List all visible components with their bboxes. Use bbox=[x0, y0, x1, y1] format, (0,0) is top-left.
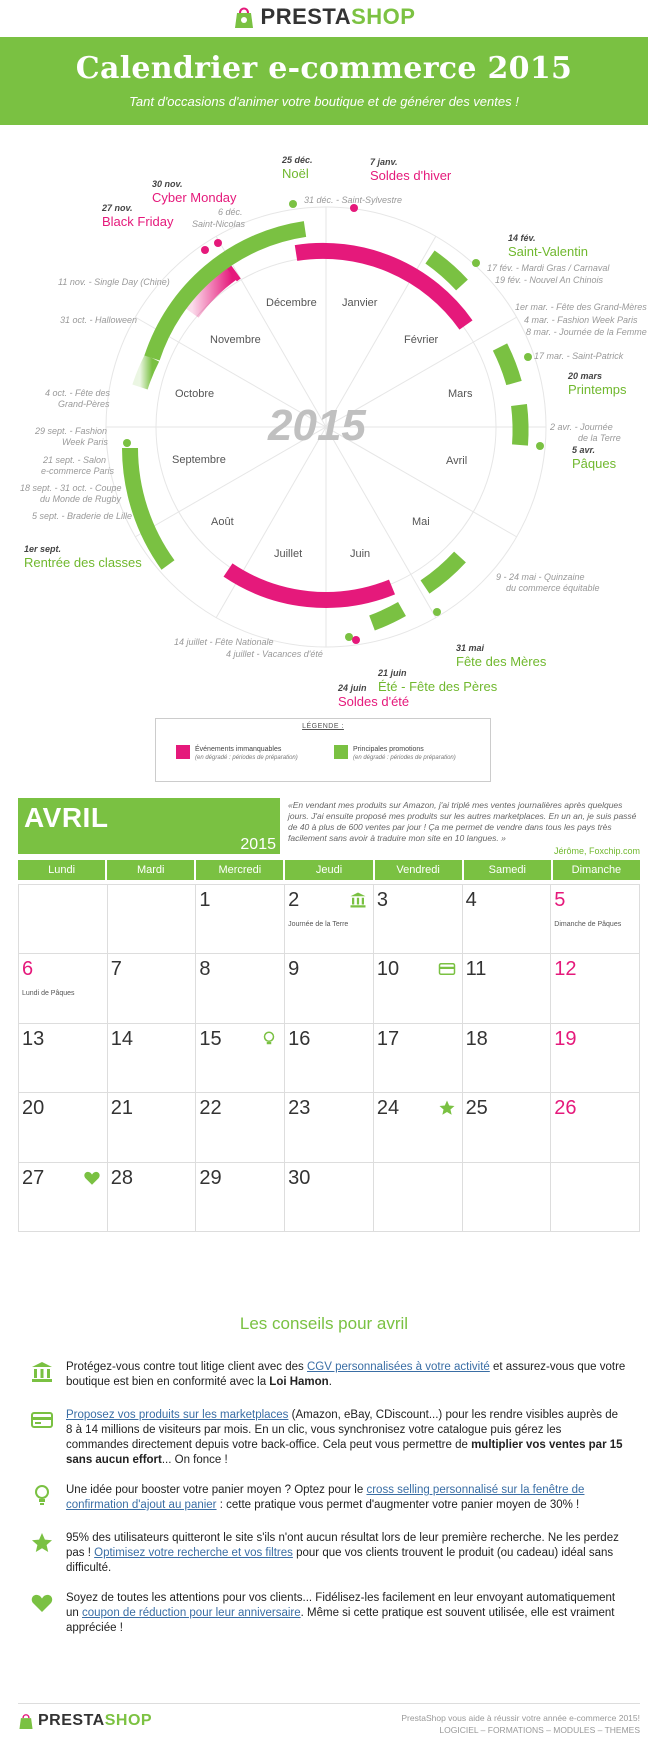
minor-event: 1er mar. - Fête des Grand-Mères bbox=[515, 302, 647, 312]
day-number: 1 bbox=[199, 889, 211, 911]
day-number: 16 bbox=[288, 1027, 311, 1050]
day-number: 29 bbox=[199, 1166, 222, 1189]
testimonial-author: Jérôme, Foxchip.com bbox=[553, 846, 640, 856]
calendar-day-cell bbox=[374, 1024, 463, 1093]
day-number: 23 bbox=[288, 1097, 311, 1120]
day-number: 18 bbox=[465, 1027, 488, 1050]
legend-title: LÉGENDE : bbox=[302, 723, 344, 730]
calendar-day-cell bbox=[19, 954, 108, 1023]
weekday-header: Mardi bbox=[107, 860, 194, 880]
calendar-day-cell bbox=[108, 885, 197, 954]
legend-item-events: Événements immanquables (en dégradé : périodes de préparation) bbox=[176, 745, 298, 763]
minor-event: du Monde de Rugby bbox=[40, 494, 122, 504]
day-number: 21 bbox=[110, 1097, 133, 1120]
tip-item bbox=[30, 1483, 626, 1513]
day-number: 5 bbox=[554, 889, 566, 911]
day-number: 8 bbox=[199, 958, 211, 981]
event-fete-des-peres: 21 juin Été - Fête des Pères bbox=[378, 668, 498, 694]
lightbulb-icon bbox=[260, 1030, 278, 1048]
month-label-juin: Juin bbox=[350, 548, 371, 560]
calendar-day-cell bbox=[285, 954, 374, 1023]
calendar-grid bbox=[18, 884, 640, 1232]
minor-event: 4 juillet - Vacances d'été bbox=[226, 649, 323, 659]
calendar-day-cell bbox=[463, 954, 552, 1023]
tip-item bbox=[30, 1408, 626, 1468]
day-note: Lundi de Pâques bbox=[22, 990, 75, 998]
month-label-mars: Mars bbox=[448, 388, 473, 400]
brand-name: PRESTASHOP bbox=[38, 1712, 153, 1729]
day-number: 25 bbox=[465, 1097, 488, 1120]
calendar-day-cell bbox=[196, 1163, 285, 1232]
weekday-header: Jeudi bbox=[285, 860, 372, 880]
top-logo bbox=[0, 0, 648, 36]
tip-link[interactable]: Optimisez votre recherche et vos filtres bbox=[94, 1547, 293, 1559]
heart-icon bbox=[83, 1169, 101, 1187]
page-title: Calendrier e-commerce 2015 bbox=[75, 51, 573, 86]
month-label-decembre: Décembre bbox=[266, 297, 317, 309]
calendar-day-cell bbox=[551, 1024, 640, 1093]
weekday-header: Samedi bbox=[464, 860, 551, 880]
tip-text: Proposez vos produits sur les marketplaces (Amazon, eBay, CDiscount...) pour les rendre visibles auprès de 8 à 14 millions de visiteurs par mois. En un clic, vous synchronisez votre catalogue puis gérez les commandes directement depuis votre back-office. Cela peut vous permettre de multiplier vos ventes par 15 sans aucun effort... On fonce ! bbox=[66, 1409, 623, 1466]
day-number: 27 bbox=[22, 1166, 45, 1189]
heart-icon bbox=[30, 1591, 54, 1615]
legend-swatch-green bbox=[334, 745, 348, 759]
tip-link[interactable]: Proposez vos produits sur les marketplaces bbox=[66, 1409, 289, 1421]
tip-item bbox=[30, 1360, 626, 1390]
calendar-day-cell bbox=[19, 1024, 108, 1093]
day-number: 22 bbox=[199, 1097, 222, 1120]
minor-event: 18 sept. - 31 oct. - Coupe bbox=[20, 483, 122, 493]
day-note: Journée de la Terre bbox=[288, 921, 349, 928]
page-subtitle: Tant d'occasions d'animer votre boutique et de générer des ventes ! bbox=[129, 94, 519, 109]
day-number: 10 bbox=[376, 958, 400, 981]
day-number: 30 bbox=[288, 1166, 311, 1189]
shopping-bag-icon bbox=[18, 1712, 34, 1730]
month-label-fevrier: Février bbox=[404, 334, 439, 346]
minor-event: 4 oct. - Fête des bbox=[45, 388, 111, 398]
day-number: 17 bbox=[376, 1027, 400, 1050]
tip-text: Soyez de toutes les attentions pour vos clients... Fidélisez-les facilement en leur envoyant automatiquement un coupon de réduction pour leur anniversaire. Même si cette pratique est souvent utilisée, elle est vraiment appréciée ! bbox=[66, 1592, 616, 1634]
calendar-day-cell bbox=[463, 1093, 552, 1162]
brand-name: PRESTASHOP bbox=[260, 4, 416, 29]
event-fete-des-meres: 31 mai Fête des Mères bbox=[456, 643, 547, 669]
calendar-day-cell bbox=[285, 885, 374, 954]
tip-link[interactable]: coupon de réduction pour leur anniversaire bbox=[82, 1607, 301, 1619]
minor-event: 21 sept. - Salon bbox=[43, 455, 107, 465]
event-saint-valentin: 14 fév. Saint-Valentin bbox=[508, 233, 588, 259]
calendar-day-cell bbox=[196, 1093, 285, 1162]
event-cyber-monday: 30 nov. Cyber Monday bbox=[152, 179, 237, 205]
title-banner bbox=[0, 37, 648, 125]
event-rentree: 1er sept. Rentrée des classes bbox=[24, 544, 142, 570]
minor-event: 11 nov. - Single Day (Chine) bbox=[58, 277, 170, 287]
arc-peres bbox=[372, 609, 402, 623]
event-black-friday: 27 nov. Black Friday bbox=[102, 203, 174, 229]
day-number: 3 bbox=[376, 889, 388, 911]
lightbulb-icon bbox=[30, 1483, 54, 1507]
minor-event: 31 oct. - Halloween bbox=[60, 315, 138, 325]
arc-noel-prep bbox=[140, 358, 152, 387]
day-number: 7 bbox=[110, 958, 122, 981]
arc-printemps bbox=[500, 347, 514, 383]
month-label-novembre: Novembre bbox=[210, 334, 261, 346]
event-paques: 5 avr. Pâques bbox=[572, 445, 617, 471]
minor-event: 17 mar. - Saint-Patrick bbox=[534, 351, 624, 361]
minor-event: Grand-Pères bbox=[58, 399, 110, 409]
day-number: 19 bbox=[554, 1027, 577, 1050]
minor-event: du commerce équitable bbox=[506, 583, 600, 593]
month-label-avril: Avril bbox=[446, 455, 468, 467]
tip-text: 95% des utilisateurs quitteront le site s'ils n'ont aucun résultat lors de leur première recherche. Ne les perdez pas ! Optimisez votre recherche et vos filtres pour que vos clients trouvent le produit (ou cadeau) idéal sans difficulté. bbox=[66, 1532, 619, 1574]
day-number: 26 bbox=[554, 1097, 577, 1120]
card-icon bbox=[30, 1408, 54, 1432]
minor-event: 4 mar. - Fashion Week Paris bbox=[524, 315, 638, 325]
day-number: 14 bbox=[110, 1027, 133, 1050]
calendar-day-cell bbox=[463, 885, 552, 954]
calendar-day-cell bbox=[374, 1163, 463, 1232]
month-header bbox=[18, 798, 280, 854]
minor-event: Saint-Nicolas bbox=[192, 219, 246, 229]
minor-event: e-commerce Paris bbox=[41, 466, 115, 476]
minor-event: 2 avr. - Journée bbox=[550, 422, 613, 432]
tip-text: Protégez-vous contre tout litige client avec des CGV personnalisées à votre activité et assurez-vous que votre boutique est bien en conformité avec la Loi Hamon. bbox=[66, 1361, 626, 1388]
calendar-day-cell bbox=[19, 1093, 108, 1162]
day-number: 6 bbox=[22, 958, 34, 981]
calendar-day-cell bbox=[108, 1093, 197, 1162]
event-printemps: 20 mars Printemps bbox=[568, 371, 627, 397]
wheel-year: 2015 bbox=[268, 401, 366, 450]
arc-paques bbox=[519, 405, 521, 445]
calendar-day-cell bbox=[551, 954, 640, 1023]
april-calendar bbox=[18, 860, 640, 1232]
month-label-juillet: Juillet bbox=[274, 548, 303, 560]
calendar-day-cell bbox=[374, 1093, 463, 1162]
day-number: 13 bbox=[22, 1027, 45, 1050]
calendar-day-cell bbox=[285, 1093, 374, 1162]
calendar-day-cell bbox=[196, 885, 285, 954]
legend-swatch-pink bbox=[176, 745, 190, 759]
footer-text bbox=[401, 1712, 640, 1736]
year-wheel bbox=[0, 125, 648, 709]
calendar-day-cell bbox=[374, 954, 463, 1023]
day-number: 15 bbox=[199, 1027, 222, 1050]
calendar-day-cell bbox=[196, 1024, 285, 1093]
tip-link[interactable]: cross selling personnalisé sur la fenêtre de confirmation d'ajout au panier bbox=[66, 1484, 585, 1511]
bank-icon bbox=[349, 891, 367, 909]
minor-event: 6 déc. bbox=[218, 207, 243, 217]
day-number: 28 bbox=[110, 1166, 133, 1189]
weekday-header: Lundi bbox=[18, 860, 105, 880]
day-number: 4 bbox=[465, 889, 477, 911]
event-noel: 25 déc. Noël bbox=[282, 155, 313, 181]
tip-item bbox=[30, 1531, 626, 1576]
day-number: 24 bbox=[376, 1097, 400, 1120]
calendar-weekdays bbox=[18, 860, 640, 880]
calendar-day-cell bbox=[19, 1163, 108, 1232]
tip-item bbox=[30, 1591, 626, 1636]
day-number: 20 bbox=[22, 1097, 45, 1120]
weekday-header: Mercredi bbox=[196, 860, 283, 880]
arc-valentin bbox=[430, 257, 462, 285]
month-name: AVRIL bbox=[24, 802, 109, 833]
tip-text: Une idée pour booster votre panier moyen ? Optez pour le cross selling personnalisé sur la fenêtre de confirmation d'ajout au panier : cette pratique vous permet d'augmenter votre panier moyen de 30% ! bbox=[66, 1484, 585, 1511]
calendar-day-cell bbox=[463, 1024, 552, 1093]
month-label-janvier: Janvier bbox=[342, 297, 378, 309]
weekday-header: Dimanche bbox=[553, 860, 640, 880]
minor-event: 14 juillet - Fête Nationale bbox=[174, 637, 274, 647]
month-label-octobre: Octobre bbox=[175, 388, 215, 400]
day-note: Dimanche de Pâques bbox=[554, 921, 622, 928]
month-label-aout: Août bbox=[211, 516, 234, 528]
calendar-day-cell bbox=[285, 1163, 374, 1232]
star-icon bbox=[438, 1099, 456, 1117]
footer-tagline: PrestaShop vous aide à réussir votre année e-commerce 2015! bbox=[401, 1713, 640, 1723]
calendar-day-cell bbox=[551, 885, 640, 954]
bank-icon bbox=[30, 1360, 54, 1384]
event-soldes-hiver: 7 janv. Soldes d'hiver bbox=[370, 157, 452, 183]
calendar-day-cell bbox=[196, 954, 285, 1023]
minor-event: 29 sept. - Fashion bbox=[35, 426, 108, 436]
calendar-day-cell bbox=[463, 1163, 552, 1232]
minor-event: 31 déc. - Saint-Sylvestre bbox=[304, 195, 403, 205]
minor-event: 19 fév. - Nouvel An Chinois bbox=[495, 275, 604, 285]
testimonial-quote: «En vendant mes produits sur Amazon, j'ai triplé mes ventes journalières après quelques jours. J'ai ensuite proposé mes produits sur les autres marketplaces. En un an, je suis passé de 40 à plus de 600 ventes par jour ! Ça me permet de vendre dans tous les pays très facilement sans avoir à traduire mon site en 10 langues. » bbox=[288, 800, 637, 843]
minor-event: 17 fév. - Mardi Gras / Carnaval bbox=[487, 263, 610, 273]
legend bbox=[155, 718, 491, 782]
arc-soldes-ete bbox=[228, 570, 392, 600]
month-label-septembre: Septembre bbox=[172, 454, 226, 466]
minor-event: 5 sept. - Braderie de Lille bbox=[32, 511, 133, 521]
calendar-day-cell bbox=[108, 954, 197, 1023]
minor-event: 8 mar. - Journée de la Femme bbox=[526, 327, 647, 337]
legend-item-promotions: Principales promotions (en dégradé : périodes de préparation) bbox=[334, 745, 456, 763]
star-icon bbox=[30, 1531, 54, 1555]
month-label-mai: Mai bbox=[412, 516, 430, 528]
weekday-header: Vendredi bbox=[375, 860, 462, 880]
calendar-day-cell bbox=[108, 1163, 197, 1232]
footer-divider bbox=[18, 1703, 640, 1704]
day-number: 12 bbox=[554, 958, 577, 981]
day-number: 2 bbox=[288, 889, 300, 911]
footer-logo bbox=[18, 1712, 152, 1730]
tips-title: Les conseils pour avril bbox=[239, 1314, 409, 1333]
calendar-day-cell bbox=[374, 885, 463, 954]
tip-link[interactable]: CGV personnalisées à votre activité bbox=[307, 1361, 490, 1373]
calendar-day-cell bbox=[108, 1024, 197, 1093]
calendar-day-cell bbox=[19, 885, 108, 954]
shopping-bag-icon bbox=[233, 5, 255, 29]
calendar-day-cell bbox=[551, 1163, 640, 1232]
day-number: 11 bbox=[465, 958, 487, 981]
footer-services: LOGICIEL – FORMATIONS – MODULES – THEMES bbox=[439, 1725, 640, 1735]
month-year: 2015 bbox=[240, 836, 276, 853]
day-number: 9 bbox=[288, 958, 300, 981]
minor-event: 9 - 24 mai - Quinzaine bbox=[496, 572, 585, 582]
card-icon bbox=[438, 960, 456, 978]
event-soldes-ete: 24 juin Soldes d'été bbox=[338, 683, 410, 709]
minor-event: de la Terre bbox=[578, 433, 621, 443]
calendar-day-cell bbox=[551, 1093, 640, 1162]
calendar-day-cell bbox=[285, 1024, 374, 1093]
minor-event: Week Paris bbox=[62, 437, 108, 447]
